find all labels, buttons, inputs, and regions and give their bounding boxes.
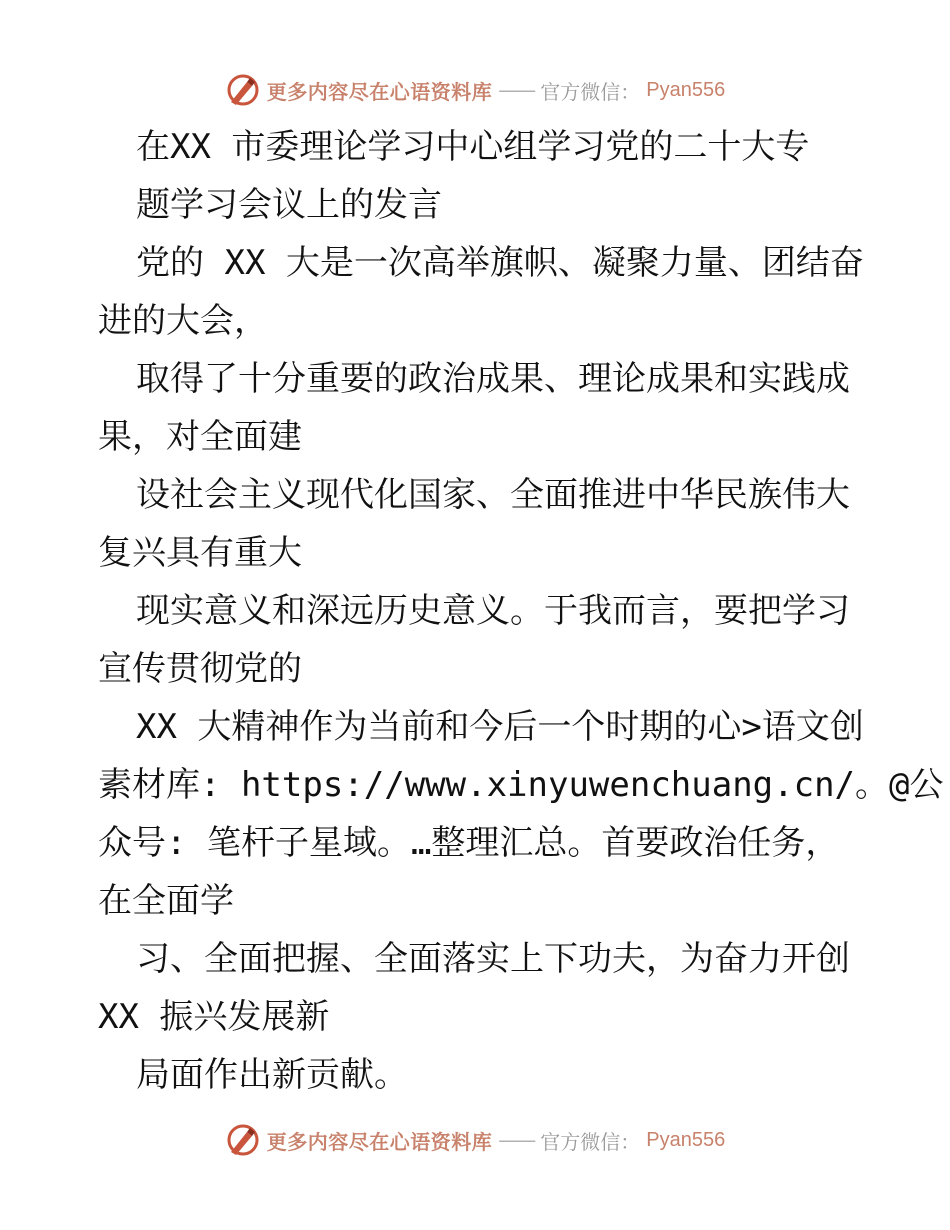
text-line: 取得了十分重要的政治成果、理论成果和实践成 (136, 359, 850, 399)
pen-logo-icon (225, 1122, 261, 1158)
banner-contact-label: 官方微信： (540, 79, 641, 104)
banner-slogan: 更多内容尽在心语资料库 (266, 1129, 493, 1154)
banner-separator: —— (498, 78, 535, 102)
text-line: 现实意义和深远历史意义。于我而言，要把学习 (136, 591, 850, 631)
text-line: 复兴具有重大 (98, 533, 302, 573)
text-line: XX 振兴发展新 (98, 997, 330, 1037)
banner-separator: —— (498, 1128, 535, 1152)
banner-contact-id: Pyan556 (646, 78, 726, 101)
pen-logo-icon (225, 72, 261, 108)
text-line: 宣传贯彻党的 (98, 649, 302, 689)
text-line: 局面作出新贡献。 (136, 1055, 408, 1095)
banner-slogan: 更多内容尽在心语资料库 (266, 79, 493, 104)
text-line: 果，对全面建 (98, 417, 302, 457)
text-line: 众号: 笔杆子星域。…整理汇总。首要政治任务， (98, 823, 840, 863)
text-line: 素材库: https://www.xinyuwenchuang.cn/。@公 (98, 765, 944, 805)
text-line: 题学习会议上的发言 (136, 185, 442, 225)
text-line: XX 大精神作为当前和今后一个时期的心>语文创 (136, 707, 864, 747)
text-line: 进的大会， (98, 301, 268, 341)
document-body (98, 118, 944, 1104)
text-line: 在XX 市委理论学习中心组学习党的二十大专 (136, 127, 810, 167)
text-line: 设社会主义现代化国家、全面推进中华民族伟大 (136, 475, 850, 515)
text-line: 在全面学 (98, 881, 234, 921)
footer-banner (0, 1120, 950, 1160)
banner-contact-id: Pyan556 (646, 1128, 726, 1151)
header-banner (0, 70, 950, 110)
text-line: 党的 XX 大是一次高举旗帜、凝聚力量、团结奋 (136, 243, 864, 283)
text-line: 习、全面把握、全面落实上下功夫，为奋力开创 (136, 939, 850, 979)
banner-contact-label: 官方微信： (540, 1129, 641, 1154)
